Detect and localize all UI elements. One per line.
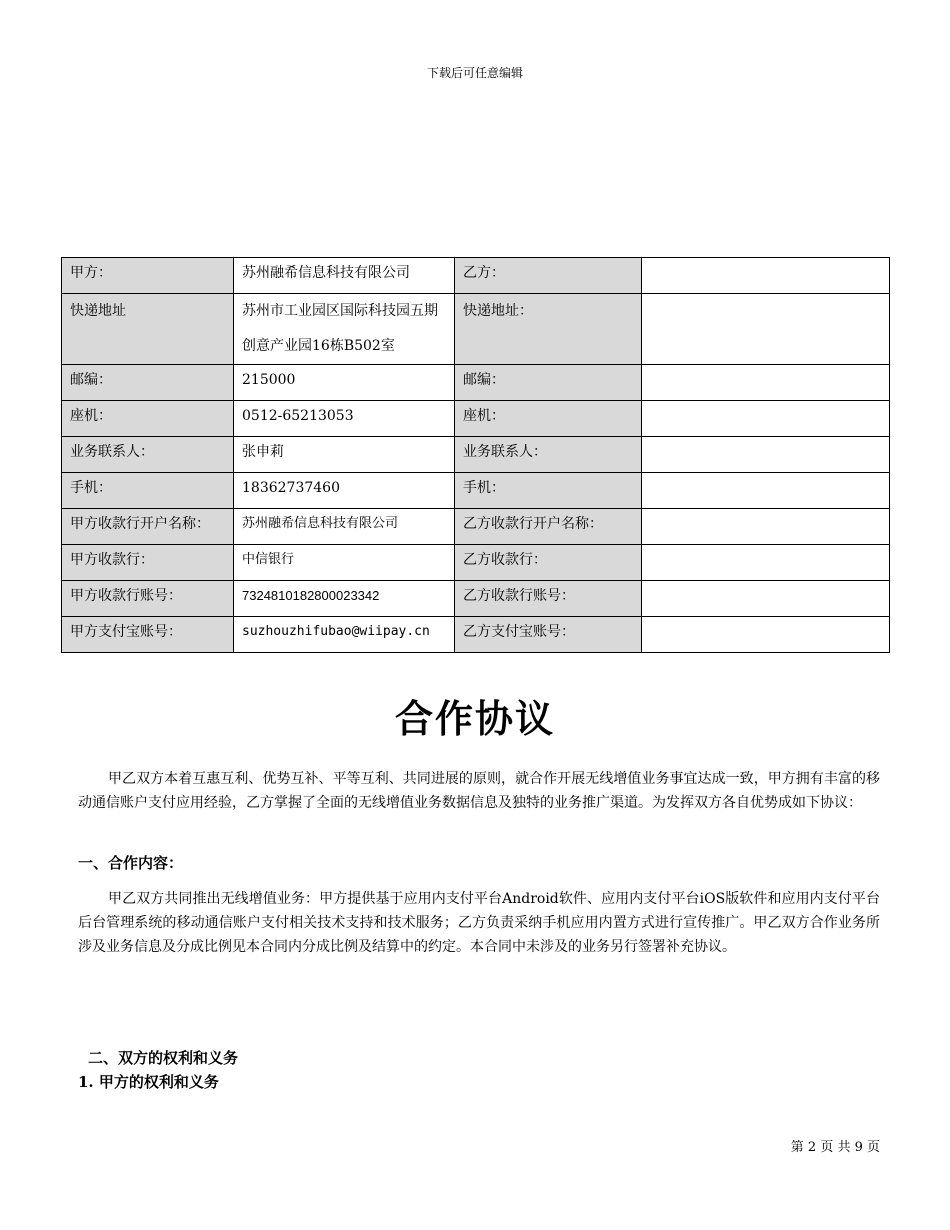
contact-a-value: 张申莉 (234, 437, 455, 473)
account-name-b-label: 乙方收款行开户名称： (455, 509, 642, 545)
mobile-b-label: 手机： (455, 473, 642, 509)
contact-a-label: 业务联系人： (62, 437, 234, 473)
address-b-value (642, 294, 890, 365)
bank-a-value: 中信银行 (234, 545, 455, 581)
intro-paragraph: 甲乙双方本着互惠互利、优势互补、平等互利、共同进展的原则，就合作开展无线增值业务事宜达成一致，甲方拥有丰富的移动通信账户支付应用经验，乙方掌握了全面的无线增值业务数据信息及独特的业务推广渠道。为发挥双方各自优势成如下协议： (78, 771, 880, 811)
landline-b-value (642, 401, 890, 437)
alipay-a-value: suzhouzhifubao@wiipay.cn (234, 617, 455, 653)
alipay-b-value (642, 617, 890, 653)
bank-a-label: 甲方收款行： (62, 545, 234, 581)
header-note: 下载后可任意编辑 (426, 66, 523, 80)
section-1-paragraph: 甲乙双方共同推出无线增值业务：甲方提供基于应用内支付平台Android软件、应用内支付平台iOS版软件和应用内支付平台后台管理系统的移动通信账户支付相关技术支持和技术服务；乙方负责采纳手机应用内置方式进行宣传推广。甲乙双方合作业务所涉及业务信息及分成比例见本合同内分成比例及结算中的约定。本合同中未涉及的业务另行签署补充协议。 (78, 891, 880, 955)
bank-account-a-value: 7324810182800023342 (234, 581, 455, 617)
party-info-table (61, 257, 890, 653)
contact-b-label: 业务联系人： (455, 437, 642, 473)
address-b-label: 快递地址： (455, 294, 642, 365)
zip-b-label: 邮编： (455, 365, 642, 401)
page-number: 第 2 页 共 9 页 (790, 1140, 880, 1155)
table-row (62, 401, 890, 437)
section-1-heading: 一、合作内容： (78, 854, 184, 872)
account-name-a-label: 甲方收款行开户名称： (62, 509, 234, 545)
landline-b-label: 座机： (455, 401, 642, 437)
section-2-heading: 二、双方的权利和义务 (88, 1049, 239, 1067)
table-row (62, 294, 890, 365)
contact-b-value (642, 437, 890, 473)
table-row (62, 437, 890, 473)
party-b-value (642, 258, 890, 294)
zip-b-value (642, 365, 890, 401)
mobile-a-label: 手机： (62, 473, 234, 509)
table-row (62, 581, 890, 617)
table-row (62, 617, 890, 653)
bank-account-b-label: 乙方收款行账号： (455, 581, 642, 617)
address-a-label: 快递地址 (62, 294, 234, 365)
bank-account-b-value (642, 581, 890, 617)
landline-a-label: 座机： (62, 401, 234, 437)
party-b-label: 乙方： (455, 258, 642, 294)
table-row (62, 365, 890, 401)
table-row (62, 473, 890, 509)
zip-a-label: 邮编： (62, 365, 234, 401)
section-2-sub-heading: 1. 甲方的权利和义务 (78, 1073, 219, 1091)
zip-a-value: 215000 (234, 365, 455, 401)
mobile-b-value (642, 473, 890, 509)
table-row (62, 258, 890, 294)
bank-b-label: 乙方收款行： (455, 545, 642, 581)
party-a-label: 甲方： (62, 258, 234, 294)
table-row (62, 509, 890, 545)
bank-account-a-label: 甲方收款行账号： (62, 581, 234, 617)
table-row (62, 545, 890, 581)
bank-b-value (642, 545, 890, 581)
account-name-b-value (642, 509, 890, 545)
alipay-b-label: 乙方支付宝账号： (455, 617, 642, 653)
party-a-value: 苏州融希信息科技有限公司 (234, 258, 455, 294)
landline-a-value: 0512-65213053 (234, 401, 455, 437)
address-a-value: 苏州市工业园区国际科技园五期创意产业园16栋B502室 (234, 294, 455, 365)
mobile-a-value: 18362737460 (234, 473, 455, 509)
alipay-a-label: 甲方支付宝账号： (62, 617, 234, 653)
account-name-a-value: 苏州融希信息科技有限公司 (234, 509, 455, 545)
document-title: 合作协议 (394, 696, 555, 741)
